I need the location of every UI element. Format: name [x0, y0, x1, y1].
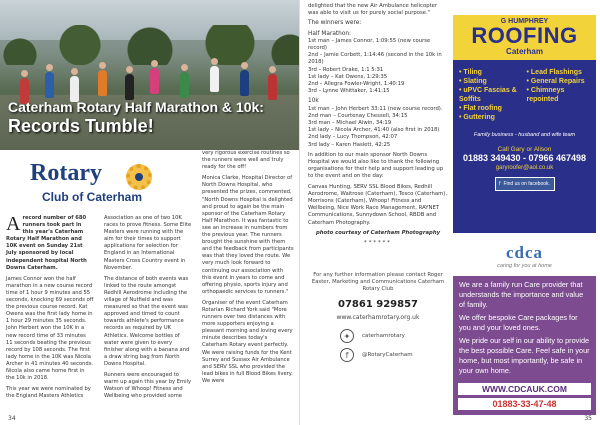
winners-heading: The winners were: [308, 20, 362, 27]
facebook-badge-label: Find us on facebook. [503, 181, 550, 187]
hero-trees [0, 25, 300, 65]
runner-figure [268, 74, 277, 100]
facebook-icon: f [340, 348, 354, 362]
article-column-3 [202, 150, 294, 389]
result-line: 1st man – James Connor, 1:09:55 (new course record) [308, 37, 431, 52]
service-item: • Guttering [459, 113, 523, 122]
cdca-slogan: caring for you at home [497, 263, 552, 269]
article-title-line1: Caterham Rotary Half Marathon & 10k: [8, 99, 264, 115]
article-title [8, 100, 298, 136]
cdca-paragraph: We offer bespoke Care packages for you and your loved ones. [459, 313, 578, 332]
article-paragraph: Runners were encouraged to warm up again this year by Emily Watson of Whoop! Fitness and Wellbeing who provided some [104, 371, 192, 400]
roofing-brand: ROOFING [471, 23, 578, 48]
article-paragraph: The distance of both events was linked to the route amongst Redhill Aerodrome including the village of Nutfield and was measured so that the event was approved and timed to count towards athlete's performance records as required by UK Athletics. Welcome bottles of water were given to every finisher along with a banana and a draw string bag from North Downs Hospital. [104, 275, 190, 367]
contact-info: For any further information please contact Roger Easter, Marketing and Communications Caterham Rotary Club [311, 272, 445, 292]
result-line: 3rd man – Michael Alwin, 34:19 [308, 120, 392, 127]
runner-figure [98, 70, 107, 96]
article-paragraph: This year we were nominated by the England Masters Athletics [6, 386, 91, 400]
service-item: • Chimneys repointed [527, 86, 591, 104]
article-column-2 [104, 215, 192, 404]
page-number: 34 [8, 415, 16, 422]
runner-figure [240, 70, 249, 96]
rotary-logo [30, 160, 180, 210]
result-line: 1st lady – Nicola Archer, 41:40 (also first in 2018) [308, 127, 440, 134]
sponsors-paragraph: Canvas Hunting, SERV SSL Blood Bikes, Redhill Aerodrome, Waitrose (Caterham), Tesco (Caterham), Morrisons (Caterham), Whoop! Fitness and Wellbeing, Nice Work Race Management, RAYNET Communications, Sunnydown School, RBDB and Caterham Photography. [308, 183, 448, 226]
result-line: 3rd – Lynne Whittaker, 1:41:15 [308, 88, 390, 95]
article-paragraph [6, 215, 94, 272]
contact-block [308, 272, 448, 362]
social-facebook[interactable] [340, 348, 448, 362]
rotary-logo-word: Rotary [30, 160, 102, 186]
thanks-paragraph: In addition to our main sponsor North Downs Hospital we would also like to thank the following organisations for their help and support leading up to the event and on the day: [308, 151, 444, 180]
service-item: • uPVC Fascias & Soffits [459, 86, 523, 104]
facebook-icon: f [499, 181, 501, 187]
cdca-paragraph: We are a family run Care provider that understands the importance and value of family. [459, 280, 584, 309]
result-line: 1st lady – Kat Owens, 1:29:35 [308, 73, 388, 80]
roofing-advert [453, 15, 596, 233]
cdca-logo: cdca [505, 243, 544, 262]
roofing-company: G HUMPHREY [500, 18, 549, 25]
service-item: • Tiling [459, 68, 523, 77]
runner-figure [210, 66, 219, 92]
article-lead: record number of 680 runners took part in this year's Caterham Rotary Half Marathon and 10K event on Sunday 21st July sponsored by local independent hospital North Downs Caterham. [6, 215, 87, 271]
runner-figure [150, 68, 159, 94]
runner-figure [180, 72, 189, 98]
service-item: • Flat roofing [459, 104, 523, 113]
roofing-tagline: Family business - husband and wife team [473, 132, 576, 138]
roofing-phones: 01883 349430 - 07966 467498 [462, 153, 587, 163]
result-line: 2nd man – Courtenay Chessell, 34:15 [308, 112, 408, 119]
rotary-wheel-icon [126, 164, 152, 190]
cdca-paragraph: We pride our self in our ability to provide the best possible Care. Feel safe in your home, but most importantly, be safe in your own home. [459, 336, 590, 375]
cdca-logo-band [453, 240, 596, 276]
cdca-phone: 01883-33-47-48 [458, 398, 591, 410]
roofing-services [453, 60, 596, 126]
runner-figure [45, 72, 54, 98]
hero-photo [0, 0, 300, 150]
tenk-results [308, 106, 448, 149]
half-marathon-results [308, 38, 448, 96]
drop-cap: A [6, 213, 21, 235]
separator: ****** [364, 240, 392, 247]
runner-figure [125, 74, 134, 100]
article-paragraph: James Connor won the half marathon in a new course record time of 1 hour 9 minutes and 55 seconds, knocking 69 seconds off the previous course record. Kat Owens was the first lady home in 1 hour 29 minutes 35 seconds. John Herbert won the 10K in a new record time of 33 minutes 11 seconds beating the previous record by 108 seconds. The first lady home in the 10K was Nicola Archer in 41 minutes 40 seconds. Nicola also came home first in the 10k in 2018. [6, 275, 94, 382]
results-column [308, 0, 448, 250]
twitter-handle: caterhamrotary [362, 333, 405, 339]
service-item: • Lead Flashings [527, 68, 591, 77]
result-line: 3rd – Robert Drake, 1:1 5:31 [308, 66, 384, 73]
article-paragraph: Monica Clarke, Hospital Director of North Downs Hospital, who presented the prizes, commented, "North Downs Hospital is delighted and proud to again be the main sponsor of the Caterham Rotary Half Marathon. It was fantastic to see an increase in numbers from the previous year. The runners brought the sunshine with them and the feedback from participants was that they loved the route. We very much look forward to continuing our association with this event in years to come and offering physio, sports injury and orthopaedic services to runners." [202, 175, 294, 295]
tenk-heading: 10k [308, 98, 319, 105]
right-page [300, 0, 600, 425]
roofing-call-text: Call Gary or Alison [497, 146, 552, 153]
result-line: 3rd lady – Karen Haslett, 42:25 [308, 141, 391, 148]
article-paragraph: Organiser of the event Caterham Rotarian Richard York said "More runners over two distances with more supporters enjoying a pleasant morning and loving every minute describes today's Caterham Rotary event perfectly. We were raising funds for the Kent Surrey and Sussex Air Ambulance and SERV SSL who provided the lead bikes in full Blood Bikes livery. We were [202, 299, 293, 384]
result-line: 1st man – John Herbert 33:11 (new course record). [308, 105, 443, 112]
roofing-header [453, 15, 596, 60]
article-column-1 [6, 215, 94, 404]
cdca-website[interactable]: WWW.CDCAUK.COM [458, 383, 591, 395]
roofing-facebook-badge[interactable] [495, 177, 555, 191]
roofing-email[interactable]: garyroofer@aol.co.uk [495, 165, 554, 171]
contact-website[interactable]: www.caterhamrotary.org.uk [336, 314, 420, 321]
service-item: • Slating [459, 77, 523, 86]
article-paragraph: delighted that the new Air Ambulance helicopter was able to visit us for purely social purpose." [308, 3, 438, 17]
social-twitter[interactable] [340, 329, 448, 343]
facebook-handle: @RotaryCaterham [362, 352, 413, 358]
result-line: 2nd lady – Lucy Thompson, 42:07 [308, 134, 398, 141]
rotary-logo-club: Club of Caterham [42, 190, 143, 204]
service-item: • General Repairs [527, 77, 591, 86]
half-marathon-heading: Half Marathon: [308, 30, 352, 37]
result-line: 2nd – Jamie Corbett, 1:14:46 (second in the 10k in 2018) [308, 52, 442, 66]
photo-credit: photo courtesy of Caterham Photography [315, 229, 441, 236]
article-paragraph: Association as one of two 10K races to prove fitness. Some Elite Masters were running with the aim for their times to support applications for selection for England in an International Masters Cross Country event in November. [104, 215, 192, 271]
contact-phone: 07861 929857 [337, 299, 419, 310]
article-title-line2: Records Tumble! [8, 115, 154, 136]
cdca-body [453, 276, 596, 383]
cdca-advert [453, 240, 596, 415]
result-line: 2nd – Allegra Fowler-Wright, 1:40:19 [308, 81, 405, 88]
twitter-icon: ✦ [340, 329, 354, 343]
roofing-location: Caterham [506, 47, 543, 56]
page-number: 35 [584, 415, 592, 422]
article-paragraph: very rigorous exercise routines so the runners were well and truly ready for the off! [202, 150, 290, 171]
